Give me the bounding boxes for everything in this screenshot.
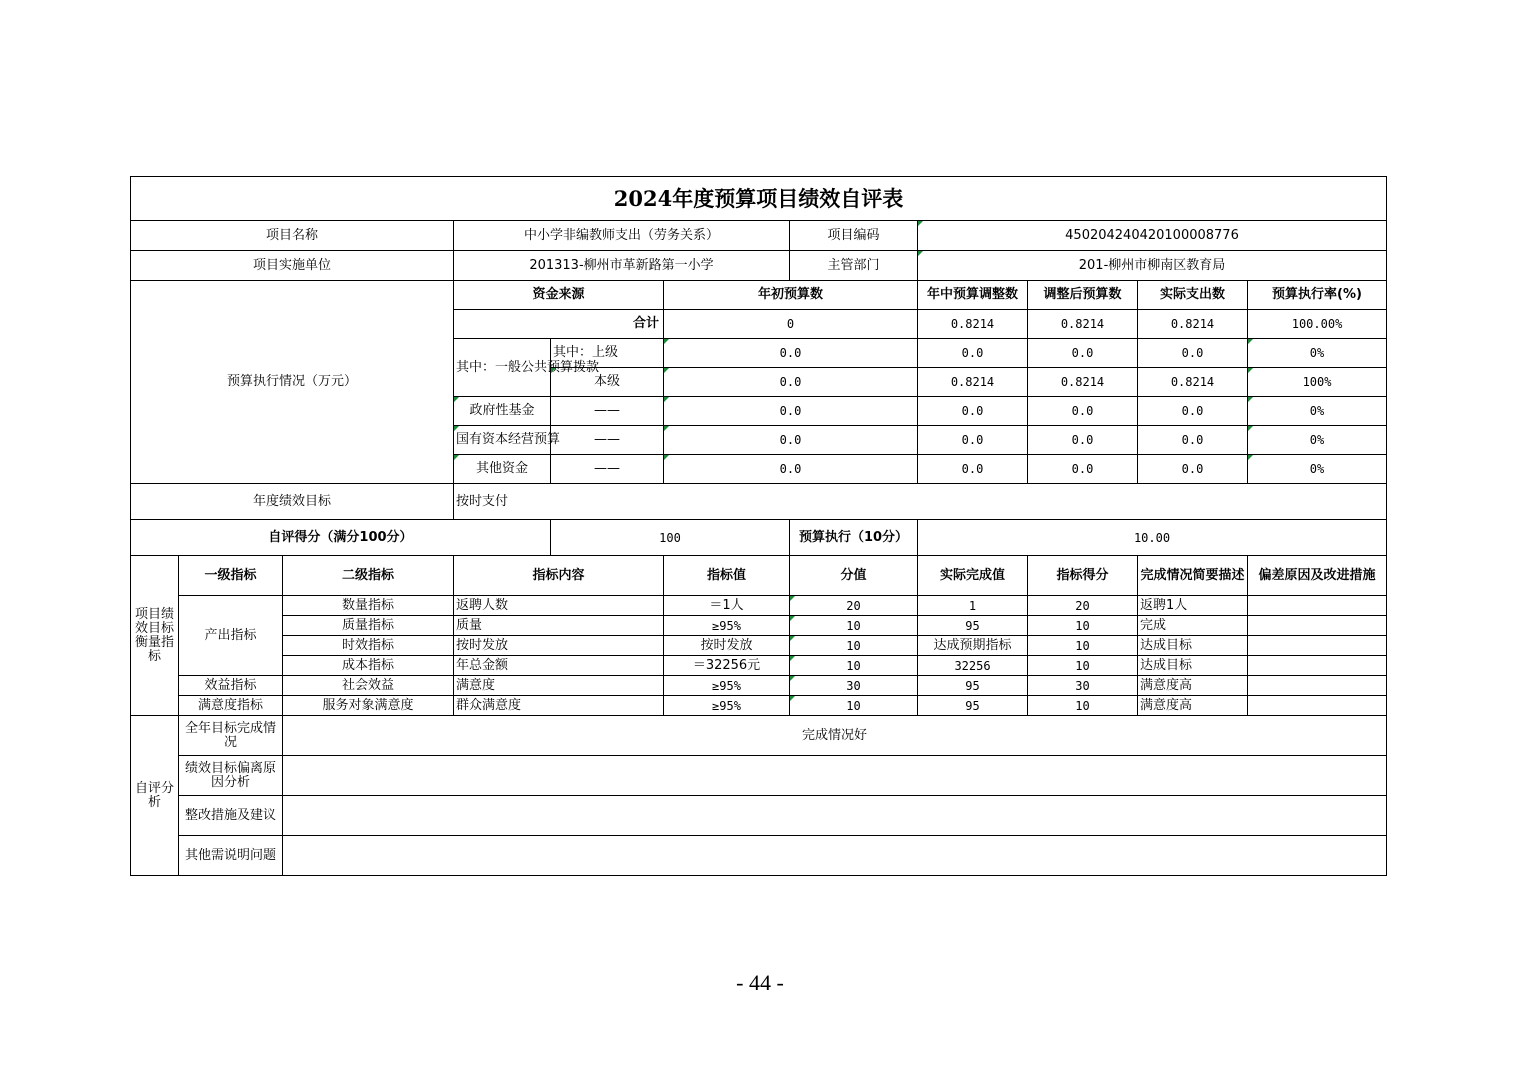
indicator-score: 10 (1028, 656, 1138, 676)
project-code-value: 450204240420100008776 (918, 221, 1387, 251)
analysis-label: 整改措施及建议 (179, 796, 283, 836)
budget-row-sub: —— (551, 455, 664, 484)
indicator-target: ＝32256元 (664, 656, 790, 676)
header-weight: 分值 (790, 556, 918, 596)
indicator-level2: 时效指标 (283, 636, 454, 656)
budget-cell-initial: 0 (664, 310, 918, 339)
budget-cell-actual: 0.0 (1138, 339, 1248, 368)
budget-cell-initial: 0.0 (664, 339, 918, 368)
performance-evaluation-table (130, 176, 1387, 876)
indicator-content: 返聘人数 (454, 596, 664, 616)
indicator-target: ≥95% (664, 696, 790, 716)
indicator-description: 返聘1人 (1138, 596, 1248, 616)
budget-cell-adjusted: 0.0 (1028, 339, 1138, 368)
budget-row-label: 政府性基金 (454, 397, 551, 426)
indicator-level2: 社会效益 (283, 676, 454, 696)
header-initial-budget: 年初预算数 (664, 281, 918, 310)
indicator-description: 满意度高 (1138, 696, 1248, 716)
indicator-description: 完成 (1138, 616, 1248, 636)
analysis-label: 其他需说明问题 (179, 836, 283, 876)
indicator-description: 达成目标 (1138, 636, 1248, 656)
annual-goal-value: 按时支付 (454, 484, 1387, 520)
budget-cell-initial: 0.0 (664, 397, 918, 426)
budget-cell-actual: 0.8214 (1138, 310, 1248, 339)
indicator-reason (1248, 636, 1387, 656)
budget-row-sub: 本级 (551, 368, 664, 397)
budget-cell-actual: 0.0 (1138, 426, 1248, 455)
project-unit-value: 201313-柳州市革新路第一小学 (454, 251, 790, 281)
indicator-score: 10 (1028, 696, 1138, 716)
budget-cell-initial: 0.0 (664, 368, 918, 397)
indicator-level2: 数量指标 (283, 596, 454, 616)
indicator-description: 达成目标 (1138, 656, 1248, 676)
budget-cell-actual: 0.8214 (1138, 368, 1248, 397)
indicator-actual: 95 (918, 696, 1028, 716)
indicator-score: 30 (1028, 676, 1138, 696)
project-name-label: 项目名称 (131, 221, 454, 251)
indicators-section-label: 项目绩效目标衡量指标 (131, 556, 179, 716)
budget-exec-score-label: 预算执行（10分） (790, 520, 918, 556)
budget-row-sub: —— (551, 426, 664, 455)
budget-section-label: 预算执行情况（万元） (131, 281, 454, 484)
indicator-level2: 服务对象满意度 (283, 696, 454, 716)
budget-cell-rate: 0% (1248, 426, 1387, 455)
indicator-weight: 10 (790, 636, 918, 656)
indicator-content: 年总金额 (454, 656, 664, 676)
indicator-weight: 30 (790, 676, 918, 696)
project-code-label: 项目编码 (790, 221, 918, 251)
budget-cell-mid: 0.8214 (918, 368, 1028, 397)
budget-cell-initial: 0.0 (664, 455, 918, 484)
indicator-description: 满意度高 (1138, 676, 1248, 696)
indicator-content: 质量 (454, 616, 664, 636)
header-description: 完成情况简要描述 (1138, 556, 1248, 596)
project-unit-label: 项目实施单位 (131, 251, 454, 281)
indicator-weight: 10 (790, 616, 918, 636)
indicator-reason (1248, 616, 1387, 636)
indicator-actual: 95 (918, 616, 1028, 636)
indicator-content: 按时发放 (454, 636, 664, 656)
budget-row-label: 合计 (454, 310, 664, 339)
header-exec-rate: 预算执行率(%) (1248, 281, 1387, 310)
header-fund-source: 资金来源 (454, 281, 664, 310)
budget-cell-adjusted: 0.0 (1028, 426, 1138, 455)
self-score-value: 100 (551, 520, 790, 556)
budget-cell-adjusted: 0.0 (1028, 397, 1138, 426)
dept-value: 201-柳州市柳南区教育局 (918, 251, 1387, 281)
budget-row-sub: —— (551, 397, 664, 426)
indicator-actual: 达成预期指标 (918, 636, 1028, 656)
budget-cell-mid: 0.0 (918, 339, 1028, 368)
dept-label: 主管部门 (790, 251, 918, 281)
budget-cell-actual: 0.0 (1138, 455, 1248, 484)
header-deviation-reason: 偏差原因及改进措施 (1248, 556, 1387, 596)
indicator-content: 群众满意度 (454, 696, 664, 716)
budget-cell-rate: 0% (1248, 339, 1387, 368)
indicator-actual: 32256 (918, 656, 1028, 676)
budget-cell-initial: 0.0 (664, 426, 918, 455)
budget-row-sub: 其中：上级 (551, 339, 664, 368)
analysis-value (283, 796, 1387, 836)
header-adjusted-budget: 调整后预算数 (1028, 281, 1138, 310)
header-actual-spend: 实际支出数 (1138, 281, 1248, 310)
indicator-reason (1248, 676, 1387, 696)
budget-cell-adjusted: 0.8214 (1028, 310, 1138, 339)
header-level1: 一级指标 (179, 556, 283, 596)
indicator-level2: 质量指标 (283, 616, 454, 636)
analysis-value (283, 756, 1387, 796)
budget-cell-rate: 0% (1248, 455, 1387, 484)
budget-cell-actual: 0.0 (1138, 397, 1248, 426)
budget-cell-rate: 100.00% (1248, 310, 1387, 339)
header-actual-value: 实际完成值 (918, 556, 1028, 596)
indicator-target: ＝1人 (664, 596, 790, 616)
page-title: 2024年度预算项目绩效自评表 (131, 177, 1387, 221)
indicator-score: 10 (1028, 616, 1138, 636)
analysis-value (283, 836, 1387, 876)
indicator-target: ≥95% (664, 616, 790, 636)
indicator-score: 20 (1028, 596, 1138, 616)
indicator-weight: 10 (790, 656, 918, 676)
indicator-level1: 效益指标 (179, 676, 283, 696)
header-indicator-score: 指标得分 (1028, 556, 1138, 596)
indicator-actual: 1 (918, 596, 1028, 616)
general-budget-label: 其中：一般公共预算拨款 (454, 339, 551, 397)
budget-cell-mid: 0.0 (918, 455, 1028, 484)
header-target: 指标值 (664, 556, 790, 596)
header-level2: 二级指标 (283, 556, 454, 596)
indicator-weight: 20 (790, 596, 918, 616)
budget-cell-mid: 0.8214 (918, 310, 1028, 339)
budget-cell-mid: 0.0 (918, 397, 1028, 426)
page-number: - 44 - (736, 970, 784, 995)
budget-row-label: 国有资本经营预算 (454, 426, 551, 455)
self-score-label: 自评得分（满分100分） (131, 520, 551, 556)
budget-row-label: 其他资金 (454, 455, 551, 484)
annual-goal-label: 年度绩效目标 (131, 484, 454, 520)
budget-cell-adjusted: 0.8214 (1028, 368, 1138, 397)
budget-cell-rate: 0% (1248, 397, 1387, 426)
analysis-label: 全年目标完成情况 (179, 716, 283, 756)
indicator-content: 满意度 (454, 676, 664, 696)
indicator-reason (1248, 656, 1387, 676)
analysis-label: 绩效目标偏离原因分析 (179, 756, 283, 796)
indicator-reason (1248, 596, 1387, 616)
indicator-reason (1248, 696, 1387, 716)
budget-cell-mid: 0.0 (918, 426, 1028, 455)
header-content: 指标内容 (454, 556, 664, 596)
indicator-level1: 产出指标 (179, 596, 283, 676)
indicator-weight: 10 (790, 696, 918, 716)
budget-exec-score-value: 10.00 (918, 520, 1387, 556)
budget-cell-rate: 100% (1248, 368, 1387, 397)
indicator-target: ≥95% (664, 676, 790, 696)
budget-cell-adjusted: 0.0 (1028, 455, 1138, 484)
self-analysis-section-label: 自评分析 (131, 716, 179, 876)
indicator-level2: 成本指标 (283, 656, 454, 676)
indicator-target: 按时发放 (664, 636, 790, 656)
indicator-score: 10 (1028, 636, 1138, 656)
header-mid-adjust: 年中预算调整数 (918, 281, 1028, 310)
project-name-value: 中小学非编教师支出（劳务关系） (454, 221, 790, 251)
indicator-actual: 95 (918, 676, 1028, 696)
indicator-level1: 满意度指标 (179, 696, 283, 716)
analysis-value: 完成情况好 (283, 716, 1387, 756)
